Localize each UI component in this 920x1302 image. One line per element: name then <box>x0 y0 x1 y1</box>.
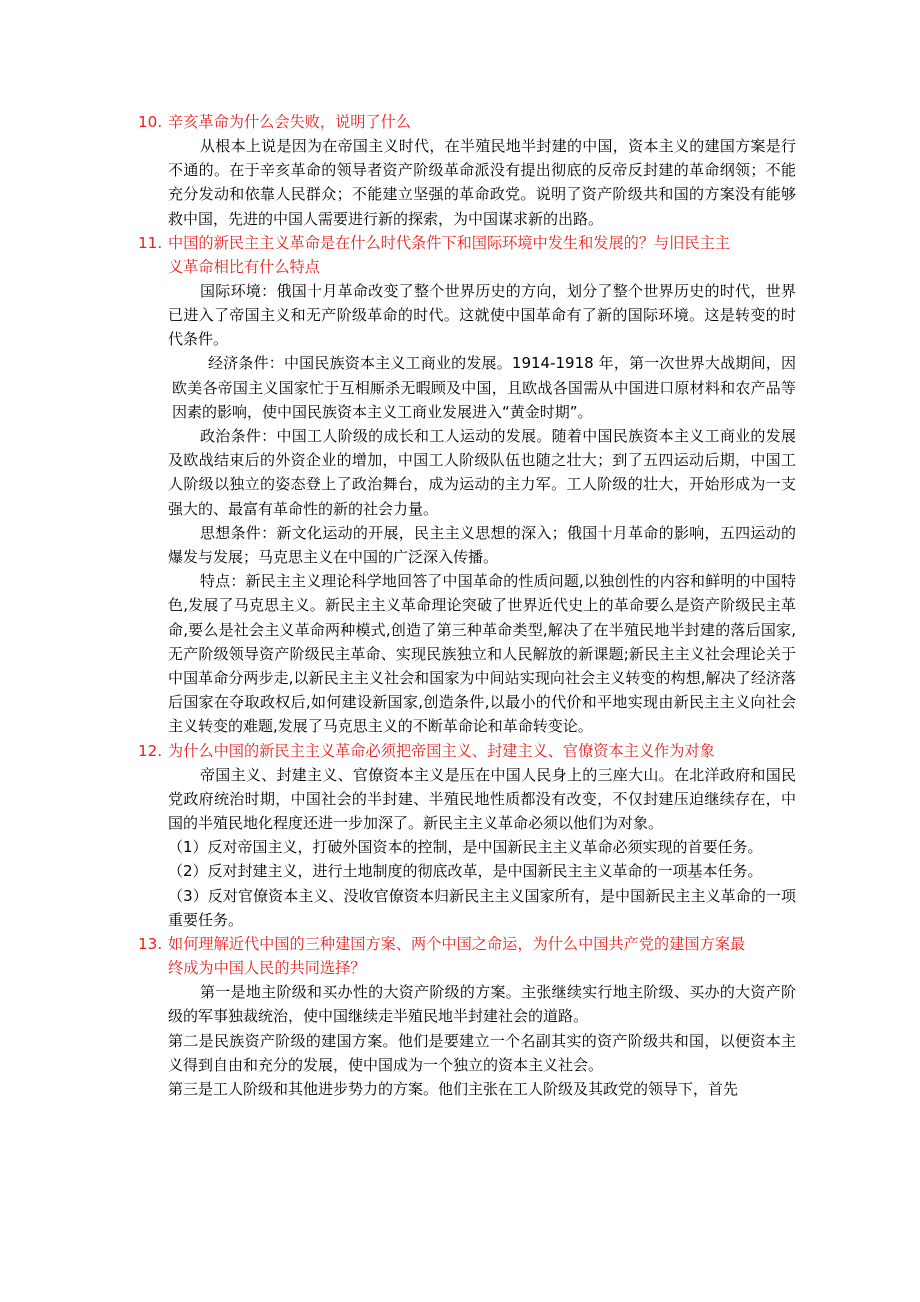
question-title-line-1: 中国的新民主主义革命是在什么时代条件下和国际环境中发生和发展的？与旧民主主 <box>168 233 730 252</box>
question-title-line-1: 如何理解近代中国的三种建国方案、两个中国之命运，为什么中国共产党的建国方案最 <box>168 935 746 954</box>
document-page <box>138 110 796 1101</box>
answer-paragraph: 从根本上说是因为在帝国主义时代，在半殖民地半封建的中国，资本主义的建国方案是行不通的。在于辛亥革命的领导者资产阶级革命派没有提出彻底的反帝反封建的革命纲领；不能充分发动和依靠人民群众；不能建立坚强的革命政党。说明了资产阶级共和国的方案没有能够救中国，先进的中国人需要进行新的探索，为中国谋求新的出路。 <box>168 137 796 228</box>
answer-paragraph: 第二是民族资产阶级的建国方案。他们是要建立一个名副其实的资产阶级共和国，以便资本主义得到自由和充分的发展，使中国成为一个独立的资本主义社会。 <box>168 1031 796 1074</box>
question-number: 11. <box>138 233 163 252</box>
answer-list-item: （2）反对封建主义，进行土地制度的彻底改革，是中国新民主主义革命的一项基本任务。 <box>168 862 763 881</box>
question-title-line-2: 义革命相比有什么特点 <box>168 257 320 276</box>
answer-list-item: （1）反对帝国主义，打破外国资本的控制，是中国新民主主义革命必须实现的首要任务。 <box>168 838 763 857</box>
question-number: 10. <box>138 113 163 131</box>
question-title: 为什么中国的新民主主义革命必须把帝国主义、封建主义、官僚资本主义作为对象 <box>168 741 715 760</box>
question-title: 辛亥革命为什么会失败，说明了什么 <box>168 113 411 131</box>
answer-list-item: （3）反对官僚资本主义、没收官僚资本归新民主主义国家所有，是中国新民主主义革命的一项重要任务。 <box>168 886 796 929</box>
answer-paragraph: 第一是地主阶级和买办性的大资产阶级的方案。主张继续实行地主阶级、买办的大资产阶级的军事独裁统治，使中国继续走半殖民地半封建社会的道路。 <box>168 983 796 1026</box>
answer-paragraph: 政治条件：中国工人阶级的成长和工人运动的发展。随着中国民族资本主义工商业的发展及欧战结束后的外资企业的增加，中国工人阶级队伍也随之壮大；到了五四运动后期，中国工人阶级以独立的姿态登上了政治舞台，成为运动的主力军。工人阶级的壮大，开始形成为一支强大的、最富有革命性的新的社会力量。 <box>168 427 796 518</box>
answer-paragraph: 特点：新民主主义理论科学地回答了中国革命的性质问题,以独创性的内容和鲜明的中国特色,发展了马克思主义。新民主主义革命理论突破了世界近代史上的革命要么是资产阶级民主革命,要么是社会主义革命两种模式,创造了第三种革命类型,解决了在半殖民地半封建的落后国家,无产阶级领导资产阶级民主革命、实现民族独立和人民解放的新课题;新民主主义社会理论关于中国革命分两步走,以新民主主义社会和国家为中间站实现向社会主义转变的构想,解决了经济落后国家在夺取政权后,如何建设新国家,创造条件,以最小的代价和平地实现由新民主主义向社会主义转变的难题,发展了马克思主义的不断革命论和革命转变论。 <box>168 572 796 736</box>
question-title-line-2: 终成为中国人民的共同选择？ <box>168 959 366 978</box>
question-heading-10 <box>138 110 796 134</box>
question-heading-12 <box>138 739 796 763</box>
question-number: 12. <box>138 741 163 760</box>
question-heading-11 <box>138 231 796 279</box>
question-heading-13 <box>138 932 796 980</box>
answer-paragraph: 经济条件：中国民族资本主义工商业的发展。1914-1918 年，第一次世界大战期间，因欧美各帝国主义国家忙于互相厮杀无暇顾及中国，且欧战各国需从中国进口原材料和农产品等因素的影响，使中国民族资本主义工商业发展进入“黄金时期”。 <box>172 354 796 421</box>
question-number: 13. <box>138 935 163 954</box>
answer-paragraph: 思想条件：新文化运动的开展，民主主义思想的深入；俄国十月革命的影响，五四运动的爆发与发展；马克思主义在中国的广泛深入传播。 <box>168 523 796 567</box>
answer-paragraph: 帝国主义、封建主义、官僚资本主义是压在中国人民身上的三座大山。在北洋政府和国民党政府统治时期，中国社会的半封建、半殖民地性质都没有改变，不仅封建压迫继续存在，中国的半殖民地化程度还进一步加深了。新民主主义革命必须以他们为对象。 <box>168 765 796 833</box>
answer-paragraph: 国际环境：俄国十月革命改变了整个世界历史的方向，划分了整个世界历史的时代，世界已进入了帝国主义和无产阶级革命的时代。这就使中国革命有了新的国际环境。这是转变的时代条件。 <box>168 281 796 349</box>
answer-paragraph: 第三是工人阶级和其他进步势力的方案。他们主张在工人阶级及其政党的领导下，首先 <box>168 1079 739 1098</box>
